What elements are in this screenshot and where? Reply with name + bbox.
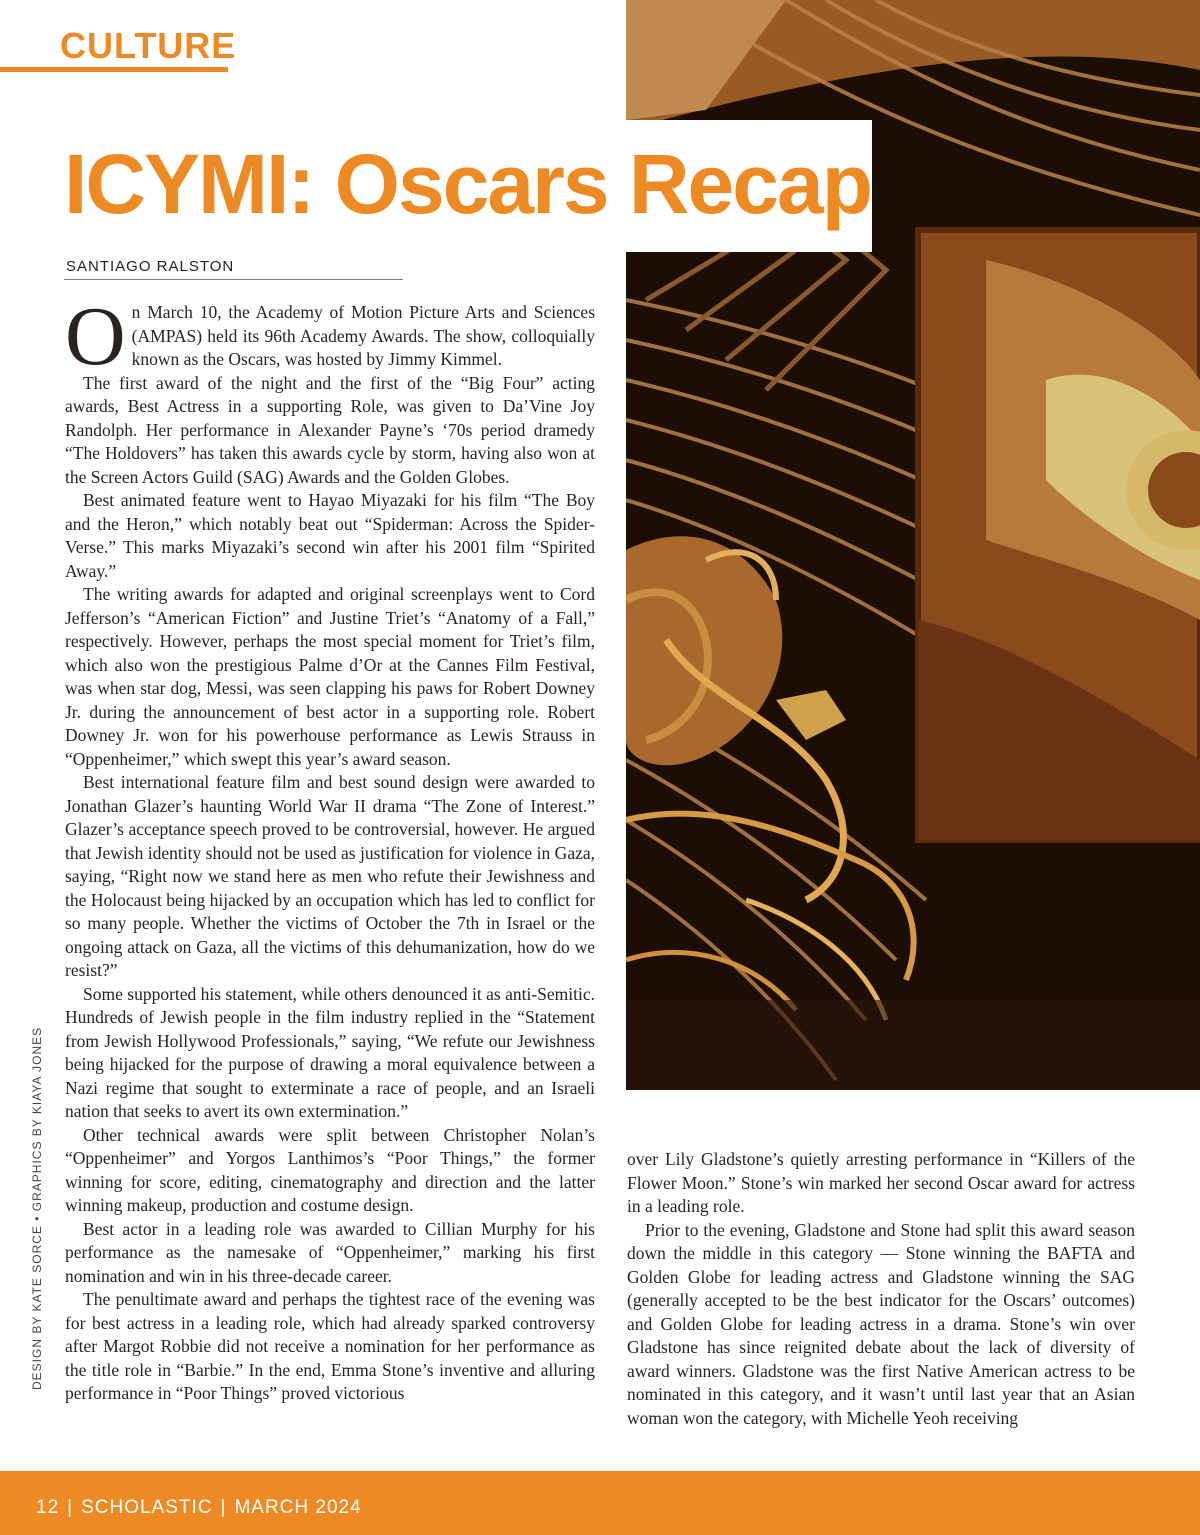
byline-rule	[64, 279, 403, 280]
section-label: CULTURE	[60, 25, 237, 66]
drop-cap: O	[65, 290, 126, 383]
publication-name: SCHOLASTIC	[81, 1497, 213, 1518]
paragraph: The first award of the night and the first of the “Big Four” acting awards, Best Actress in a supporting Role, was given to Da’Vine Joy Randolph. Her performance in Alexander Payne’s ‘70s period dramedy “The Holdovers” has taken this awards cycle by storm, having also won at the Screen Actors Guild (SAG) Awards and the Golden Globes.	[65, 372, 595, 487]
article-column-left	[65, 290, 595, 1406]
footer-separator: |	[67, 1497, 74, 1518]
design-credit: DESIGN BY KATE SORCE • GRAPHICS BY KIAYA JONES	[30, 1026, 44, 1390]
paragraph: On March 10, the Academy of Motion Picture Arts and Sciences (AMPAS) held its 96th Academy Awards. The show, colloquially known as the Oscars, was hosted by Jimmy Kimmel.	[65, 290, 595, 383]
paragraph: Best actor in a leading role was awarded to Cillian Murphy for his performance as the namesake of “Oppenheimer,” marking his first nomination and win in his three-decade career.	[65, 1218, 595, 1286]
article-title: ICYMI: Oscars Recap	[64, 137, 872, 231]
article-column-right	[627, 1148, 1135, 1430]
paragraph: Prior to the evening, Gladstone and Stone had split this award season down the middle in this category — Stone winning the BAFTA and Golden Globe for leading actress and Gladstone winning the SAG (generally accepted to be the best indicator for the Oscars’ outcomes) and Golden Globe for leading actress in a drama. Stone’s win over Gladstone has since reignited debate about the lack of diversity of award winners. Gladstone was the first Native American actress to be nominated in this category, and it wasn’t until last year that an Asian woman won the category, with Michelle Yeoh receiving	[627, 1219, 1135, 1428]
issue-date: MARCH 2024	[234, 1497, 362, 1518]
byline: SANTIAGO RALSTON	[66, 258, 235, 275]
paragraph: Some supported his statement, while others denounced it as anti-Semitic. Hundreds of Jewish people in the film industry replied in the “Statement from Jewish Hollywood Professionals,” saying, “We refute our Jewishness being hijacked for the purpose of drawing a moral equivalence between a Nazi regime that sought to exterminate a race of people, and an Israeli nation that seeks to avert its own extermination.”	[65, 983, 595, 1121]
paragraph: The writing awards for adapted and original screenplays went to Cord Jefferson’s “American Fiction” and Justine Triet’s “Anatomy of a Fall,” respectively. However, perhaps the most special moment for Triet’s film, which also won the prestigious Palme d’Or at the Cannes Film Festival, was when star dog, Messi, was seen clapping his paws for Robert Downey Jr. during the announcement of best actor in a supporting role. Robert Downey Jr. won for his powerhouse performance as Lewis Strauss in “Oppenheimer,” which swept this year’s award season.	[65, 584, 595, 769]
section-rule	[0, 67, 228, 72]
footer-separator: |	[220, 1497, 227, 1518]
paragraph: Other technical awards were split between Christopher Nolan’s “Oppenheimer” and Yorgos Lanthimos’s “Poor Things,” the former winning for score, editing, cinematography and direction and the latter winning makeup, production and costume design.	[65, 1124, 595, 1215]
paragraph: over Lily Gladstone’s quietly arresting performance in “Killers of the Flower Moon.” Stone’s win marked her second Oscar award for actress in a leading role.	[627, 1149, 1135, 1216]
page-number: 12	[36, 1497, 60, 1518]
page-footer	[0, 1471, 1200, 1535]
paragraph: Best animated feature went to Hayao Miyazaki for his film “The Boy and the Heron,” which notably beat out “Spiderman: Across the Spider-Verse.” This marks Miyazaki’s second win after his 2001 film “Spirited Away.”	[65, 490, 595, 581]
paragraph: The penultimate award and perhaps the tightest race of the evening was for best actress in a leading role, which had already sparked controversy after Margot Robbie did not receive a nomination for her performance as the title role in “Barbie.” In the end, Emma Stone’s inventive and alluring performance in “Poor Things” proved victorious	[65, 1289, 595, 1403]
paragraph: Best international feature film and best sound design were awarded to Jonathan Glazer’s haunting World War II drama “The Zone of Interest.” Glazer’s acceptance speech proved to be controversial, however. He argued that Jewish identity should not be used as justification for violence in Gaza, saying, “Right now we stand here as men who refute their Jewishness and the Holocaust being hijacked by an occupation which has led to conflict for so many people. Whether the victims of October the 7th in Israel or the ongoing attack on Gaza, all the victims of this dehumanization, how do we resist?”	[65, 772, 595, 980]
